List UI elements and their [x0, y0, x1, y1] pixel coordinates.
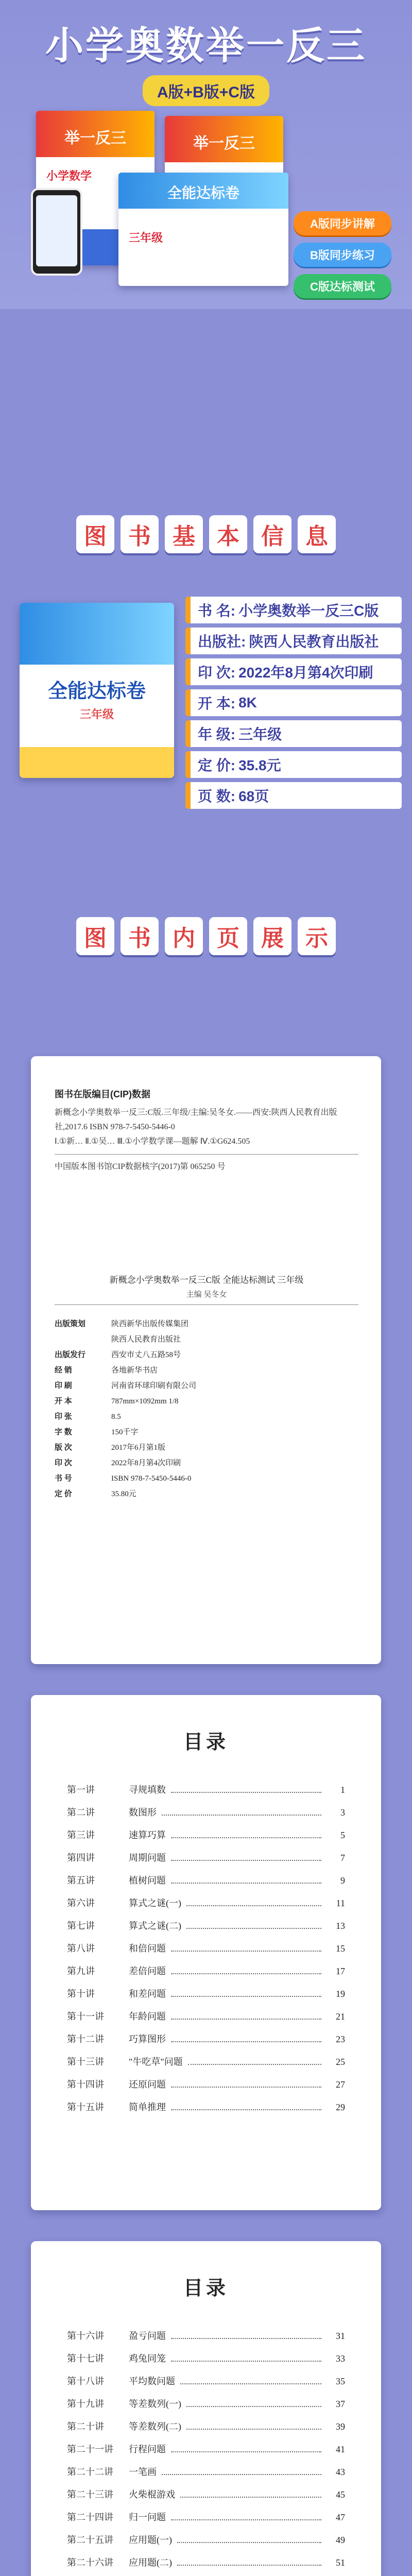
toc-item-title: 植树问题	[129, 1875, 166, 1886]
toc-item[interactable]	[67, 2077, 345, 2100]
toc-chapter: 第二十讲	[67, 2421, 104, 2432]
toc-item[interactable]	[67, 1896, 345, 1919]
toc-item[interactable]	[67, 2419, 345, 2442]
imprint-block	[55, 1273, 358, 1502]
heading-char: 信	[253, 515, 291, 553]
toc-page-2	[31, 2241, 381, 2576]
imprint-key: 字 数	[55, 1428, 72, 1436]
book-cover-title: 全能达标卷	[167, 185, 239, 201]
hero-title: 小学奥数举一反三	[45, 24, 367, 68]
toc-dots	[171, 2041, 321, 2042]
toc-list	[67, 2329, 345, 2576]
imprint-row	[55, 1455, 358, 1471]
toc-page-number: 45	[336, 2489, 345, 2500]
toc-page-number: 7	[340, 1853, 345, 1863]
toc-chapter: 第十六讲	[67, 2331, 104, 2341]
toc-chapter: 第十五讲	[67, 2102, 104, 2112]
info-value: 8K	[238, 694, 257, 710]
toc-item-title: "牛吃草"问题	[129, 2057, 183, 2067]
toc-item[interactable]	[67, 2374, 345, 2397]
toc-chapter: 第四讲	[67, 1853, 95, 1863]
toc-item-title: 等差数列(一)	[129, 2399, 181, 2409]
info-row-grade	[185, 720, 402, 747]
toc-chapter: 第二讲	[67, 1807, 95, 1818]
toc-item-title: 一笔画	[129, 2467, 157, 2477]
heading-char: 本	[209, 515, 247, 553]
imprint-value: 陕西新华出版传媒集团	[111, 1320, 189, 1328]
toc-item[interactable]	[67, 1805, 345, 1828]
toc-chapter: 第二十一讲	[67, 2444, 113, 2454]
cip-block	[55, 1087, 358, 1174]
phone-icon	[31, 188, 82, 276]
imprint-row	[55, 1425, 358, 1440]
heading-char: 展	[253, 917, 291, 955]
toc-item-title: 归一问题	[129, 2512, 166, 2522]
toc-item-title: 数图形	[129, 1807, 157, 1818]
toc-chapter: 第二十六讲	[67, 2557, 113, 2568]
toc-page-number: 19	[336, 1989, 345, 1999]
toc-page-number: 39	[336, 2421, 345, 2432]
book-cover-c	[118, 173, 288, 286]
toc-dots	[171, 1792, 321, 1793]
badge-b: B版同步练习	[294, 243, 391, 267]
toc-item-title: 巧算图形	[129, 2034, 166, 2044]
toc-page-number: 21	[336, 2011, 345, 2022]
toc-dots	[180, 2383, 321, 2384]
toc-page-number: 15	[336, 1943, 345, 1954]
toc-item[interactable]	[67, 2555, 345, 2576]
toc-page-number: 47	[336, 2512, 345, 2522]
cip-text-2: Ⅰ.①新… Ⅱ.①吴… Ⅲ.①小学数学课—题解 Ⅳ.①G624.505	[55, 1137, 250, 1146]
toc-item-title: 火柴棍游戏	[129, 2489, 175, 2500]
imprint-row	[55, 1316, 358, 1332]
toc-page-number: 5	[340, 1830, 345, 1840]
toc-dots	[188, 2064, 321, 2065]
info-book-grade: 三年级	[79, 708, 114, 721]
imprint-key: 经 销	[55, 1366, 72, 1375]
info-key: 年 级:	[198, 726, 236, 742]
hero-subtitle: A版+B版+C版	[143, 75, 269, 106]
toc-page-number: 27	[336, 2079, 345, 2090]
info-value: 68页	[238, 788, 269, 804]
imprint-value: 陕西人民教育出版社	[111, 1335, 181, 1344]
imprint-value: 河南省环球印刷有限公司	[111, 1382, 197, 1390]
toc-page-number: 49	[336, 2535, 345, 2545]
toc-chapter: 第九讲	[67, 1966, 95, 1976]
book-cover-grade: 三年级	[129, 231, 163, 244]
info-row-format	[185, 689, 402, 716]
toc-chapter: 第七讲	[67, 1921, 95, 1931]
heading-char: 书	[121, 917, 159, 955]
imprint-row	[55, 1409, 358, 1425]
toc-item[interactable]	[67, 2510, 345, 2533]
toc-chapter: 第二十四讲	[67, 2512, 113, 2522]
imprint-value: 2017年6月第1版	[111, 1444, 166, 1452]
imprint-value: ISBN 978-7-5450-5446-0	[111, 1475, 192, 1483]
toc-dots	[177, 2542, 321, 2543]
toc-item-title: 盈亏问题	[129, 2331, 166, 2341]
toc-item[interactable]	[67, 2055, 345, 2077]
toc-dots	[162, 2474, 321, 2475]
toc-dots	[186, 2406, 321, 2407]
info-row-price	[185, 751, 402, 778]
info-key: 开 本:	[198, 696, 236, 711]
toc-page-number: 9	[340, 1875, 345, 1886]
toc-page-number: 33	[336, 2353, 345, 2364]
info-row-title	[185, 597, 402, 623]
toc-dots	[171, 1951, 321, 1952]
toc-page-number: 37	[336, 2399, 345, 2409]
toc-chapter: 第十讲	[67, 1989, 95, 1999]
imprint-row	[55, 1378, 358, 1394]
toc-dots	[171, 2019, 321, 2020]
imprint-value: 8.5	[111, 1413, 121, 1421]
imprint-row	[55, 1486, 358, 1502]
imprint-key: 印 张	[55, 1413, 72, 1421]
toc-chapter: 第三讲	[67, 1830, 95, 1840]
toc-item-title: 应用题(二)	[129, 2557, 172, 2568]
toc-page-number: 35	[336, 2376, 345, 2386]
info-row-pages	[185, 782, 402, 809]
imprint-key: 书 号	[55, 1475, 72, 1483]
imprint-value: 西安市丈八五路58号	[111, 1351, 181, 1359]
toc-item-title: 周期问题	[129, 1853, 166, 1863]
toc-dots	[186, 2429, 321, 2430]
hero-banner	[0, 0, 412, 309]
toc-item-title: 年龄问题	[129, 2011, 166, 2022]
imprint-key: 印 刷	[55, 1382, 72, 1390]
toc-item-title: 等差数列(二)	[129, 2421, 181, 2432]
toc-item[interactable]	[67, 1783, 345, 1805]
toc-dots	[171, 2519, 321, 2520]
toc-item[interactable]	[67, 2487, 345, 2510]
toc-item[interactable]	[67, 1873, 345, 1896]
toc-item[interactable]	[67, 1919, 345, 1941]
heading-char: 页	[209, 917, 247, 955]
imprint-key: 版 次	[55, 1444, 72, 1452]
toc-dots	[171, 2361, 321, 2362]
heading-char: 图	[76, 515, 114, 553]
basic-info-panel	[0, 587, 412, 804]
info-value: 2022年8月第4次印刷	[238, 665, 373, 681]
imprint-key: 出版策划	[55, 1320, 86, 1328]
imprint-row	[55, 1332, 358, 1347]
imprint-row	[55, 1363, 358, 1378]
toc-dots	[171, 1973, 321, 1974]
toc-page-number: 43	[336, 2467, 345, 2477]
toc-dots	[162, 1815, 321, 1816]
book-cover-title: 举一反三	[64, 130, 126, 147]
book-cover-title: 举一反三	[193, 135, 255, 152]
heading-char: 内	[165, 917, 203, 955]
imprint-key: 印 次	[55, 1459, 72, 1467]
toc-list	[67, 1783, 345, 2123]
toc-chapter: 第十四讲	[67, 2079, 104, 2090]
series-title: 新概念小学奥数举一反三C版 全能达标测试 三年级	[109, 1275, 304, 1285]
toc-item[interactable]	[67, 2465, 345, 2487]
toc-item-title: 寻规填数	[129, 1785, 166, 1795]
toc-dots	[171, 2109, 321, 2110]
toc-item[interactable]	[67, 1851, 345, 1873]
toc-item-title: 和差问题	[129, 1989, 166, 1999]
heading-char: 书	[121, 515, 159, 553]
info-key: 印 次:	[198, 665, 236, 681]
imprint-row	[55, 1394, 358, 1409]
info-key: 书 名:	[198, 603, 236, 619]
imprint-row	[55, 1471, 358, 1486]
info-key: 出版社:	[198, 634, 246, 650]
toc-chapter: 第十八讲	[67, 2376, 104, 2386]
imprint-value: 150千字	[111, 1428, 139, 1436]
toc-page-number: 11	[336, 1898, 345, 1908]
toc-item-title: 和倍问题	[129, 1943, 166, 1954]
imprint-value: 各地新华书店	[111, 1366, 158, 1375]
toc-chapter: 第五讲	[67, 1875, 95, 1886]
toc-item[interactable]	[67, 2329, 345, 2351]
toc-page-number: 17	[336, 1966, 345, 1976]
imprint-key: 开 本	[55, 1397, 72, 1405]
toc-dots	[171, 2338, 321, 2339]
heading-char: 息	[298, 515, 336, 553]
toc-chapter: 第十一讲	[67, 2011, 104, 2022]
toc-item[interactable]	[67, 2351, 345, 2374]
info-book-cover	[20, 603, 174, 778]
toc-item-title: 差倍问题	[129, 1966, 166, 1976]
toc-item-title: 算式之谜(二)	[129, 1921, 181, 1931]
toc-page-1	[31, 1695, 381, 2210]
toc-title: 目录	[183, 1731, 229, 1753]
toc-chapter: 第十七讲	[67, 2353, 104, 2364]
toc-dots	[171, 2451, 321, 2452]
toc-item[interactable]	[67, 2032, 345, 2055]
toc-chapter: 第六讲	[67, 1898, 95, 1908]
toc-chapter: 第二十五讲	[67, 2535, 113, 2545]
toc-item[interactable]	[67, 1828, 345, 1851]
toc-chapter: 第十二讲	[67, 2034, 104, 2044]
toc-item[interactable]	[67, 2397, 345, 2419]
editor-line: 主编 吴冬女	[186, 1291, 227, 1299]
cip-heading: 图书在版编目(CIP)数据	[55, 1089, 150, 1099]
toc-item-title: 应用题(一)	[129, 2535, 172, 2545]
toc-dots	[180, 2497, 321, 2498]
toc-dots	[186, 1905, 321, 1906]
cip-text: 新概念小学奥数举一反三:C版.三年级/主编:吴冬女.——西安:陕西人民教育出版社,2017.6 ISBN 978-7-5450-5446-0	[55, 1108, 337, 1131]
toc-item[interactable]	[67, 1987, 345, 2009]
toc-dots	[171, 1837, 321, 1838]
toc-item-title: 还原问题	[129, 2079, 166, 2090]
edition-badges	[294, 211, 391, 306]
info-key: 定 价:	[198, 757, 236, 773]
toc-dots	[171, 1883, 321, 1884]
imprint-key: 定 价	[55, 1490, 72, 1498]
toc-item[interactable]	[67, 2442, 345, 2465]
toc-item[interactable]	[67, 2100, 345, 2123]
toc-chapter: 第二十三讲	[67, 2489, 113, 2500]
section-heading-inner-pages	[76, 917, 336, 955]
toc-chapter: 第一讲	[67, 1785, 95, 1795]
toc-page-number: 3	[340, 1807, 345, 1818]
imprint-row	[55, 1440, 358, 1455]
toc-item-title: 行程问题	[129, 2444, 166, 2454]
toc-dots	[186, 1928, 321, 1929]
toc-item-title: 速算巧算	[129, 1830, 166, 1840]
toc-item[interactable]	[67, 1941, 345, 1964]
toc-page-number: 13	[336, 1921, 345, 1931]
toc-dots	[171, 1996, 321, 1997]
toc-chapter: 第十九讲	[67, 2399, 104, 2409]
toc-page-number: 1	[340, 1785, 345, 1795]
heading-char: 示	[298, 917, 336, 955]
info-list	[185, 597, 402, 813]
info-value: 三年级	[238, 726, 282, 742]
badge-c: C版达标测试	[294, 274, 391, 298]
toc-dots	[171, 2087, 321, 2088]
imprint-value: 2022年8月第4次印刷	[111, 1459, 181, 1467]
copyright-page	[31, 1056, 381, 1664]
info-book-title: 全能达标卷	[47, 681, 146, 702]
toc-page-number: 29	[336, 2102, 345, 2112]
toc-item-title: 鸡兔同笼	[129, 2353, 166, 2364]
section-heading-basic-info	[76, 515, 336, 553]
imprint-value: 35.80元	[111, 1490, 136, 1498]
toc-page-number: 41	[336, 2444, 345, 2454]
info-key: 页 数:	[198, 788, 236, 804]
toc-dots	[171, 1860, 321, 1861]
toc-chapter: 第十三讲	[67, 2057, 104, 2067]
imprint-key: 出版发行	[55, 1351, 86, 1359]
toc-chapter: 第二十二讲	[67, 2467, 113, 2477]
toc-page-number: 51	[336, 2557, 345, 2568]
imprint-value: 787mm×1092mm 1/8	[111, 1397, 179, 1405]
toc-item-title: 平均数问题	[129, 2376, 175, 2386]
toc-dots	[177, 2565, 321, 2566]
toc-title: 目录	[183, 2277, 229, 2299]
toc-chapter: 第八讲	[67, 1943, 95, 1954]
imprint-table	[55, 1316, 358, 1502]
book-cover-label: 小学数学	[46, 170, 92, 182]
toc-page-number: 25	[336, 2057, 345, 2067]
info-row-printing	[185, 658, 402, 685]
info-value: 35.8元	[238, 757, 281, 773]
info-value: 陕西人民教育出版社	[249, 634, 379, 650]
heading-char: 图	[76, 917, 114, 955]
toc-page-number: 23	[336, 2034, 345, 2044]
toc-item[interactable]	[67, 1964, 345, 1987]
imprint-key	[55, 1332, 111, 1347]
toc-item[interactable]	[67, 2533, 345, 2555]
cip-text-3: 中国版本图书馆CIP数据核字(2017)第 065250 号	[55, 1162, 226, 1171]
heading-char: 基	[165, 515, 203, 553]
info-row-publisher	[185, 628, 402, 654]
toc-item-title: 简单推理	[129, 2102, 166, 2112]
info-value: 小学奥数举一反三C版	[238, 603, 379, 619]
badge-a: A版同步讲解	[294, 211, 391, 235]
toc-page-number: 31	[336, 2331, 345, 2341]
toc-item[interactable]	[67, 2009, 345, 2032]
toc-item-title: 算式之谜(一)	[129, 1898, 181, 1908]
imprint-row	[55, 1347, 358, 1363]
